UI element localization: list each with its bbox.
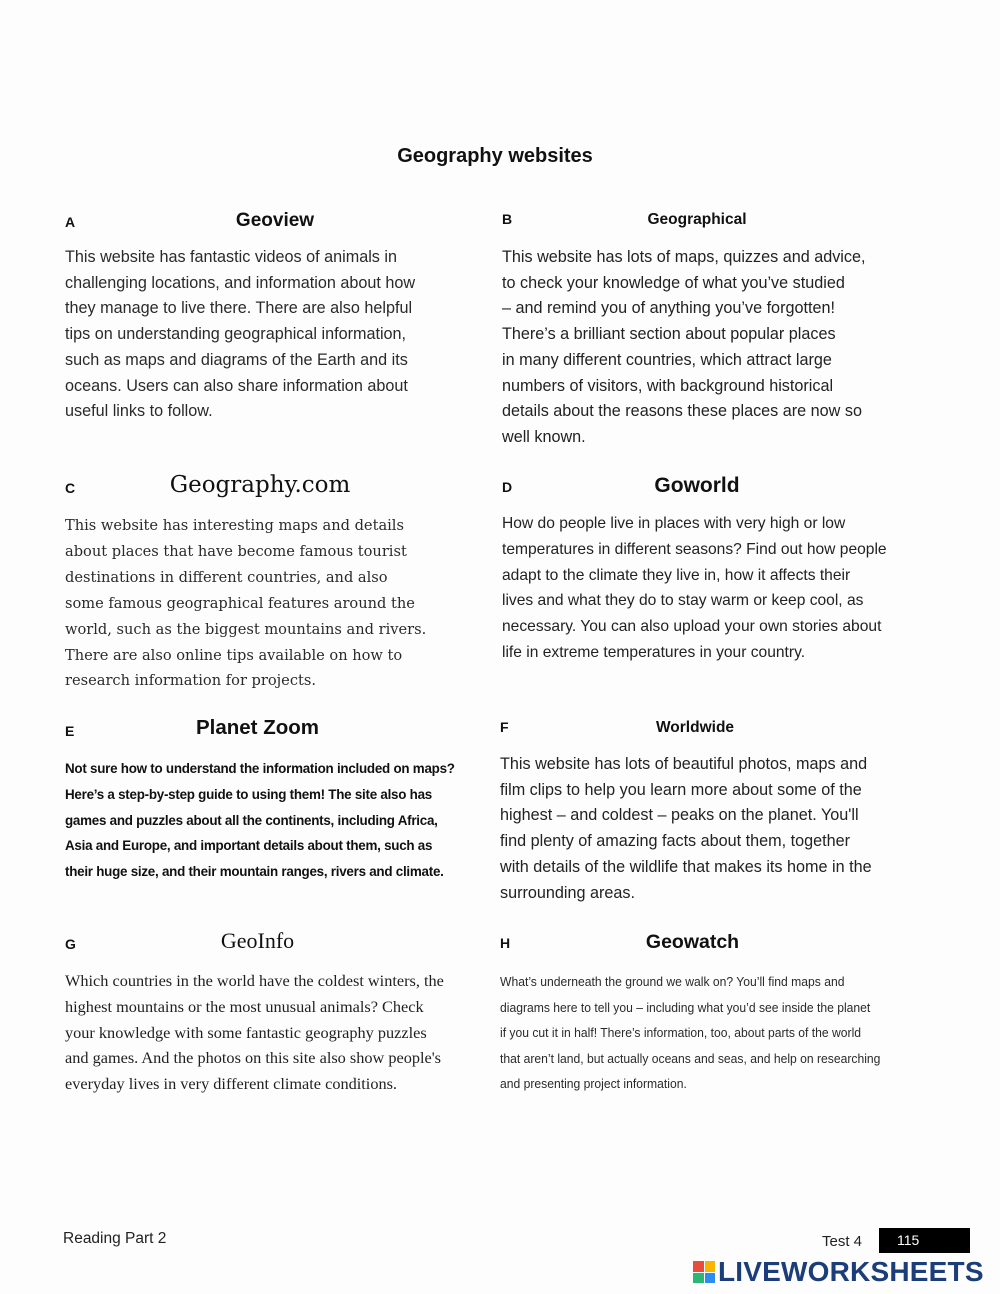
website-description <box>500 969 896 1097</box>
test-label: Test 4 <box>822 1233 863 1250</box>
description-line: Asia and Europe, and important details about them, such as <box>65 838 433 854</box>
logo-tile <box>693 1261 704 1272</box>
description-line: numbers of visitors, with background historical <box>502 376 834 395</box>
item-letter: G <box>65 936 76 952</box>
description-line: and games. And the photos on this site also show people's <box>65 1048 442 1068</box>
item-letter: A <box>65 214 76 230</box>
description-line: There’s a brilliant section about popular places <box>502 325 836 344</box>
website-description <box>502 245 902 451</box>
description-line: diagrams here to tell you – including what you’d see inside the planet <box>500 999 871 1015</box>
liveworksheets-logo-icon <box>693 1261 715 1283</box>
description-line: if you cut it in half! There’s information, too, about parts of the world <box>500 1025 862 1041</box>
description-line: surrounding areas. <box>500 883 635 902</box>
page-title: Geography websites <box>397 145 593 167</box>
logo-tile <box>693 1273 704 1284</box>
description-line: find plenty of amazing facts about them, together <box>500 832 851 851</box>
description-line: their huge size, and their mountain ranges, rivers and climate. <box>65 864 444 880</box>
item-letter: F <box>500 719 509 735</box>
brand-text: LIVEWORKSHEETS <box>718 1256 984 1287</box>
description-line: Which countries in the world have the coldest winters, the <box>65 971 444 990</box>
description-line: such as maps and diagrams of the Earth and its <box>65 350 408 369</box>
website-name: Goworld <box>654 474 740 497</box>
item-letter: C <box>65 480 76 496</box>
description-line: your knowledge with some fantastic geography puzzles <box>65 1022 427 1042</box>
description-line: they manage to live there. There are also helpful <box>65 299 413 318</box>
item-letter: D <box>502 479 513 495</box>
description-line: games and puzzles about all the continents, including Africa, <box>65 812 438 828</box>
description-line: that aren’t land, but actually oceans and seas, and help on researching <box>500 1050 881 1066</box>
website-name: Geoview <box>235 210 315 231</box>
logo-tile <box>705 1273 716 1284</box>
description-line: – and remind you of anything you’ve forgotten! <box>502 299 835 318</box>
description-line: to check your knowledge of what you’ve studied <box>502 273 845 292</box>
description-line: What’s underneath the ground we walk on? You’ll find maps and <box>500 974 845 989</box>
website-name: Geography.com <box>169 472 351 498</box>
description-line: oceans. Users can also share information about <box>65 376 408 395</box>
description-line: There are also online tips available on how to <box>65 646 403 664</box>
description-line: with details of the wildlife that makes its home in the <box>500 857 872 876</box>
description-line: destinations in different countries, and also <box>65 568 388 586</box>
description-line: well known. <box>502 427 586 446</box>
description-line: Not sure how to understand the information included on maps? <box>65 761 455 776</box>
description-line: lives and what they do to stay warm or keep cool, as <box>502 592 864 610</box>
liveworksheets-brand[interactable] <box>693 1257 984 1287</box>
website-description <box>65 245 460 425</box>
website-name: Worldwide <box>655 719 735 736</box>
description-line: everyday lives in very different climate conditions. <box>65 1074 398 1094</box>
page-number: 115 <box>879 1228 970 1253</box>
item-letter: B <box>502 211 513 227</box>
description-line: adapt to the climate they live in, how it affects their <box>502 566 851 584</box>
website-name: Geographical <box>647 211 747 228</box>
description-line: tips on understanding geographical information, <box>65 325 407 344</box>
description-line: Here’s a step-by-step guide to using them! The site also has <box>65 786 432 802</box>
description-line: and presenting project information. <box>500 1076 687 1092</box>
section-label: Reading Part 2 <box>63 1230 167 1247</box>
description-line: highest mountains or the most unusual animals? Check <box>65 996 424 1016</box>
website-name: Geowatch <box>645 931 740 953</box>
website-name: GeoInfo <box>220 928 295 953</box>
website-description <box>65 513 465 694</box>
description-line: necessary. You can also upload your own stories about <box>502 618 882 636</box>
description-line: challenging locations, and information about how <box>65 273 416 292</box>
description-line: life in extreme temperatures in your country. <box>502 643 806 661</box>
description-line: details about the reasons these places are now so <box>502 402 862 421</box>
item-letter: E <box>65 723 75 739</box>
description-line: This website has interesting maps and details <box>65 517 404 534</box>
website-description <box>65 756 465 885</box>
description-line: This website has lots of beautiful photos, maps and <box>500 755 868 773</box>
description-line: useful links to follow. <box>65 402 213 421</box>
description-line: film clips to help you learn more about some of the <box>500 780 862 799</box>
description-line: world, such as the biggest mountains and rivers. <box>65 620 427 638</box>
logo-tile <box>705 1261 716 1272</box>
item-letter: H <box>500 935 511 951</box>
description-line: temperatures in different seasons? Find out how people <box>502 540 887 558</box>
description-line: in many different countries, which attract large <box>502 350 832 369</box>
description-line: This website has lots of maps, quizzes and advice, <box>502 248 866 266</box>
website-name: Planet Zoom <box>195 716 319 739</box>
website-description <box>502 511 902 666</box>
website-description <box>65 968 465 1097</box>
description-line: This website has fantastic videos of animals in <box>65 248 398 266</box>
description-line: about places that have become famous tourist <box>65 542 407 560</box>
description-line: some famous geographical features around the <box>65 594 415 612</box>
description-line: How do people live in places with very high or low <box>502 515 846 532</box>
website-description <box>500 752 900 906</box>
description-line: research information for projects. <box>65 672 316 690</box>
description-line: highest – and coldest – peaks on the planet. You'll <box>500 806 859 825</box>
